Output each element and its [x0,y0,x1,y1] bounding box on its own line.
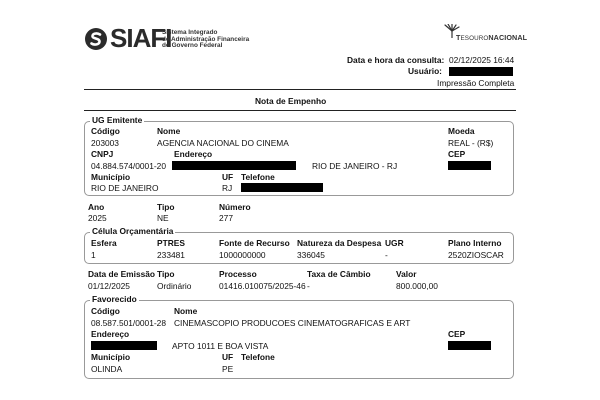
siafi-subtitle: Sistema Integrado de Administração Financeira do Governo Federal [162,29,250,50]
fav-cep-label: CEP [448,329,466,339]
plano-label: Plano Interno [448,238,502,248]
ug-nome: AGENCIA NACIONAL DO CINEMA [157,138,289,148]
valor-label: Valor [396,269,417,279]
header-divider [84,89,516,90]
fav-nome-label: Nome [174,306,198,316]
ug-uf-label: UF [222,172,234,182]
ug-codigo-label: Código [91,126,120,136]
numero-label: Número [219,202,251,212]
cambio-value: - [307,281,310,291]
ptres-value: 233481 [157,250,185,260]
ug-uf: RJ [222,183,233,193]
cambio-label: Taxa de Câmbio [307,269,371,279]
consult-label: Data e hora da consulta: [347,55,445,65]
esfera-label: Esfera [91,238,117,248]
ug-cidade-uf: RIO DE JANEIRO - RJ [312,161,398,171]
ug-emitente-legend: UG Emitente [92,115,143,125]
siafi-brand: SIAFI [110,23,172,53]
ug-moeda-label: Moeda [448,126,475,136]
ug-nome-label: Nome [157,126,181,136]
tipo-label: Tipo [157,202,175,212]
natureza-label: Natureza da Despesa [297,238,382,248]
fav-endereco-label: Endereço [91,329,130,339]
processo-label: Processo [219,269,257,279]
siafi-logo-icon [84,27,108,51]
ug-cep-redacted [448,161,491,170]
fav-codigo-label: Código [91,306,120,316]
emissao-tipo-value: Ordinário [157,281,192,291]
valor-value: 800.000,00 [396,281,438,291]
plano-value: 2520ZIOSCAR [448,250,504,260]
ugr-value: - [385,250,388,260]
data-emissao-label: Data de Emissão [88,269,156,279]
ug-telefone-redacted [241,183,323,192]
ano-value: 2025 [88,213,107,223]
fav-uf-label: UF [222,352,234,362]
data-emissao-value: 01/12/2025 [88,281,130,291]
fav-uf: PE [222,364,234,374]
fav-endereco: APTO 1011 E BOA VISTA [172,341,269,351]
esfera-value: 1 [91,250,96,260]
ug-moeda: REAL - (R$) [448,138,494,148]
ug-cnpj: 04.884.574/0001-20 [91,161,166,171]
user-label: Usuário: [408,66,442,76]
ug-cnpj-label: CNPJ [91,149,114,159]
fav-telefone-label: Telefone [241,352,275,362]
processo-value: 01416.010075/2025-46 [219,281,306,291]
fav-endereco-redacted [91,341,157,350]
fav-codigo: 08.587.501/0001-28 [91,318,166,328]
celula-orcamentaria-legend: Célula Orçamentária [92,226,174,236]
fonte-label: Fonte de Recurso [219,238,290,248]
consult-value: 02/12/2025 16:44 [449,55,515,65]
ug-cep-label: CEP [448,149,466,159]
fav-municipio: OLINDA [91,364,123,374]
natureza-value: 336045 [297,250,325,260]
fav-nome: CINEMASCOPIO PRODUCOES CINEMATOGRAFICAS E ART [174,318,411,328]
fav-municipio-label: Município [91,352,131,362]
print-label: Impressão Completa [437,78,515,88]
tipo-value: NE [157,213,169,223]
tesouro-nacional-wordmark: TESOURONACIONAL [456,33,528,42]
fonte-value: 1000000000 [219,250,266,260]
page-title: Nota de Empenho [255,96,327,106]
ugr-label: UGR [385,238,404,248]
fav-cep-redacted [448,341,491,350]
ug-endereco-label: Endereço [174,149,213,159]
ptres-label: PTRES [157,238,185,248]
ug-endereco-redacted [172,161,296,170]
ug-telefone-label: Telefone [241,172,275,182]
favorecido-legend: Favorecido [92,294,137,304]
emissao-tipo-label: Tipo [157,269,175,279]
ug-municipio-label: Município [91,172,131,182]
title-divider [84,110,516,111]
user-redacted [449,67,513,76]
ano-label: Ano [88,202,105,212]
ug-municipio: RIO DE JANEIRO [91,183,159,193]
ug-codigo: 203003 [91,138,119,148]
numero-value: 277 [219,213,233,223]
